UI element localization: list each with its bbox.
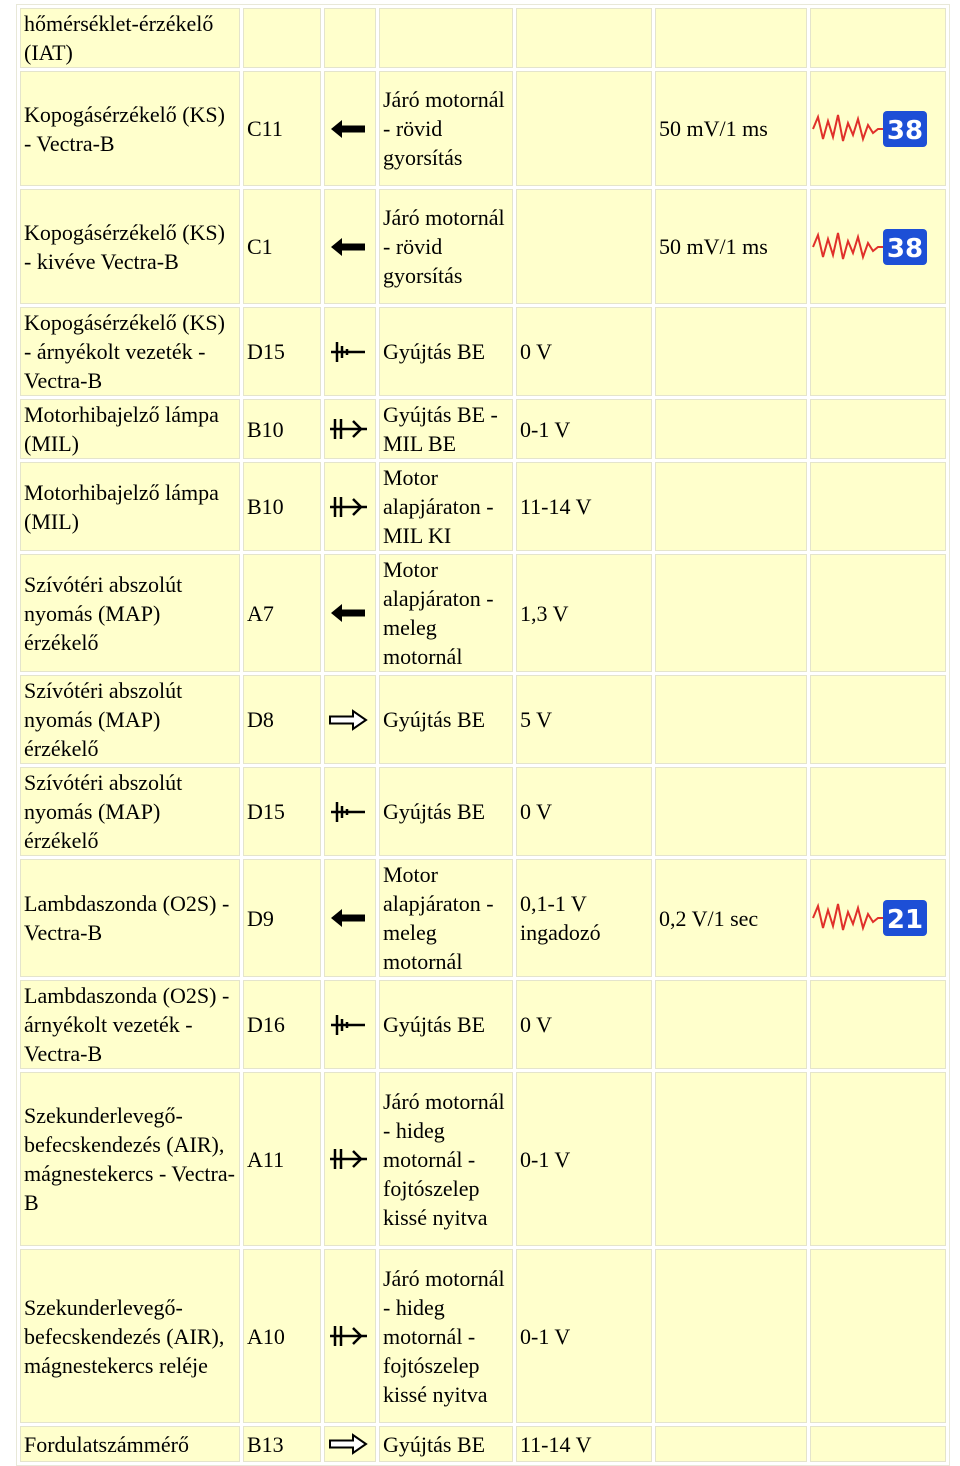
- component-name-cell: Motorhibajelző lámpa (MIL): [20, 399, 240, 459]
- pin-cell: B10: [243, 399, 321, 459]
- component-name-cell: Fordulatszámmérő: [20, 1426, 240, 1462]
- scope-setting-cell: [655, 462, 807, 551]
- pin-cell: D9: [243, 859, 321, 977]
- signal-type-cell: [324, 307, 376, 396]
- waveform-cell: [810, 859, 946, 977]
- scope-setting-cell: [655, 307, 807, 396]
- scope-setting-cell: [655, 1072, 807, 1246]
- scope-setting-cell: 50 mV/1 ms: [655, 189, 807, 304]
- test-condition-cell: Gyújtás BE: [379, 767, 513, 856]
- scope-setting-cell: [655, 399, 807, 459]
- table-row: [20, 1072, 946, 1246]
- waveform-cell: [810, 71, 946, 186]
- test-condition-cell: Gyújtás BE: [379, 1426, 513, 1462]
- nominal-value-cell: [516, 71, 652, 186]
- waveform-cell: [810, 8, 946, 68]
- ecu-pin-signal-table: [16, 4, 950, 1466]
- table-row: [20, 8, 946, 68]
- component-name-cell: Szekunderlevegő-befecskendezés (AIR), mágnestekercs reléje: [20, 1249, 240, 1423]
- waveform-link[interactable]: [811, 107, 945, 151]
- waveform-badge-icon[interactable]: [811, 225, 931, 269]
- waveform-cell: [810, 399, 946, 459]
- test-condition-cell: Járó motornál - rövid gyorsítás: [379, 71, 513, 186]
- component-name-cell: Szívótéri abszolút nyomás (MAP) érzékelő: [20, 675, 240, 764]
- signal-type-cell: [324, 1072, 376, 1246]
- scope-setting-cell: [655, 554, 807, 672]
- pin-cell: A11: [243, 1072, 321, 1246]
- output-driver-icon: [327, 1319, 371, 1353]
- nominal-value-cell: 5 V: [516, 675, 652, 764]
- pin-cell: C1: [243, 189, 321, 304]
- component-name-cell: Kopogásérzékelő (KS) - árnyékolt vezeték - Vectra-B: [20, 307, 240, 396]
- arrow-left-icon: [327, 596, 371, 630]
- test-condition-cell: Gyújtás BE: [379, 307, 513, 396]
- component-name-cell: Szívótéri abszolút nyomás (MAP) érzékelő: [20, 554, 240, 672]
- signal-type-cell: [324, 8, 376, 68]
- output-driver-icon: [327, 412, 371, 446]
- waveform-cell: [810, 675, 946, 764]
- output-driver-icon: [327, 490, 371, 524]
- nominal-value-cell: [516, 189, 652, 304]
- nominal-value-cell: 0,1-1 V ingadozó: [516, 859, 652, 977]
- scope-setting-cell: [655, 767, 807, 856]
- pin-cell: C11: [243, 71, 321, 186]
- table-row: [20, 980, 946, 1069]
- signal-type-cell: [324, 980, 376, 1069]
- arrow-left-icon: [327, 901, 371, 935]
- table-row: [20, 675, 946, 764]
- waveform-link[interactable]: [811, 896, 945, 940]
- signal-type-cell: [324, 1426, 376, 1462]
- table-row: [20, 399, 946, 459]
- table-row: [20, 462, 946, 551]
- waveform-cell: [810, 1072, 946, 1246]
- nominal-value-cell: 0-1 V: [516, 1072, 652, 1246]
- test-condition-cell: Gyújtás BE: [379, 980, 513, 1069]
- table-row: [20, 1426, 946, 1462]
- waveform-badge-icon[interactable]: [811, 107, 931, 151]
- nominal-value-cell: 1,3 V: [516, 554, 652, 672]
- scope-setting-cell: 50 mV/1 ms: [655, 71, 807, 186]
- table-row: [20, 71, 946, 186]
- table-row: [20, 859, 946, 977]
- test-condition-cell: Járó motornál - rövid gyorsítás: [379, 189, 513, 304]
- table-row: [20, 189, 946, 304]
- arrow-right-outline-icon: [327, 1427, 371, 1461]
- output-driver-icon: [327, 1142, 371, 1176]
- component-name-cell: Szekunderlevegő-befecskendezés (AIR), mágnestekercs - Vectra-B: [20, 1072, 240, 1246]
- waveform-cell: [810, 1426, 946, 1462]
- scope-setting-cell: [655, 980, 807, 1069]
- test-condition-cell: Gyújtás BE - MIL BE: [379, 399, 513, 459]
- pin-cell: D8: [243, 675, 321, 764]
- component-name-cell: Kopogásérzékelő (KS) - Vectra-B: [20, 71, 240, 186]
- table-row: [20, 554, 946, 672]
- test-condition-cell: Motor alapjáraton - meleg motornál: [379, 554, 513, 672]
- scope-setting-cell: 0,2 V/1 sec: [655, 859, 807, 977]
- nominal-value-cell: 0 V: [516, 980, 652, 1069]
- signal-type-cell: [324, 399, 376, 459]
- pin-cell: D15: [243, 767, 321, 856]
- scope-setting-cell: [655, 8, 807, 68]
- waveform-link[interactable]: [811, 225, 945, 269]
- waveform-cell: [810, 1249, 946, 1423]
- signal-type-cell: [324, 675, 376, 764]
- nominal-value-cell: [516, 8, 652, 68]
- component-name-cell: hőmérséklet-érzékelő (IAT): [20, 8, 240, 68]
- pin-cell: B13: [243, 1426, 321, 1462]
- waveform-badge-icon[interactable]: [811, 896, 931, 940]
- signal-type-cell: [324, 189, 376, 304]
- signal-type-cell: [324, 1249, 376, 1423]
- ground-icon: [327, 335, 371, 369]
- arrow-right-outline-icon: [327, 703, 371, 737]
- test-condition-cell: Járó motornál - hideg motornál - fojtószelep kissé nyitva: [379, 1249, 513, 1423]
- scope-setting-cell: [655, 1249, 807, 1423]
- component-name-cell: Lambdaszonda (O2S) - árnyékolt vezeték - Vectra-B: [20, 980, 240, 1069]
- waveform-cell: [810, 189, 946, 304]
- arrow-left-icon: [327, 112, 371, 146]
- nominal-value-cell: 0-1 V: [516, 399, 652, 459]
- nominal-value-cell: 11-14 V: [516, 1426, 652, 1462]
- pin-cell: D15: [243, 307, 321, 396]
- signal-type-cell: [324, 859, 376, 977]
- waveform-cell: [810, 767, 946, 856]
- pin-cell: A10: [243, 1249, 321, 1423]
- signal-type-cell: [324, 71, 376, 186]
- arrow-left-icon: [327, 230, 371, 264]
- test-condition-cell: [379, 8, 513, 68]
- scope-setting-cell: [655, 675, 807, 764]
- waveform-cell: [810, 307, 946, 396]
- signal-table-wrapper: [16, 4, 950, 1466]
- waveform-cell: [810, 462, 946, 551]
- signal-type-cell: [324, 767, 376, 856]
- waveform-number: 38: [886, 115, 924, 146]
- ground-icon: [327, 795, 371, 829]
- signal-type-cell: [324, 554, 376, 672]
- test-condition-cell: Motor alapjáraton - MIL KI: [379, 462, 513, 551]
- nominal-value-cell: 0 V: [516, 767, 652, 856]
- table-row: [20, 307, 946, 396]
- waveform-cell: [810, 980, 946, 1069]
- nominal-value-cell: 11-14 V: [516, 462, 652, 551]
- nominal-value-cell: 0-1 V: [516, 1249, 652, 1423]
- test-condition-cell: Motor alapjáraton - meleg motornál: [379, 859, 513, 977]
- pin-cell: B10: [243, 462, 321, 551]
- nominal-value-cell: 0 V: [516, 307, 652, 396]
- ground-icon: [327, 1008, 371, 1042]
- waveform-cell: [810, 554, 946, 672]
- signal-type-cell: [324, 462, 376, 551]
- component-name-cell: Szívótéri abszolút nyomás (MAP) érzékelő: [20, 767, 240, 856]
- pin-cell: D16: [243, 980, 321, 1069]
- test-condition-cell: Gyújtás BE: [379, 675, 513, 764]
- component-name-cell: Kopogásérzékelő (KS) - kivéve Vectra-B: [20, 189, 240, 304]
- test-condition-cell: Járó motornál - hideg motornál - fojtószelep kissé nyitva: [379, 1072, 513, 1246]
- pin-cell: [243, 8, 321, 68]
- table-row: [20, 767, 946, 856]
- table-row: [20, 1249, 946, 1423]
- scope-setting-cell: [655, 1426, 807, 1462]
- pin-cell: A7: [243, 554, 321, 672]
- component-name-cell: Lambdaszonda (O2S) - Vectra-B: [20, 859, 240, 977]
- waveform-number: 21: [886, 905, 924, 935]
- component-name-cell: Motorhibajelző lámpa (MIL): [20, 462, 240, 551]
- waveform-number: 38: [886, 233, 924, 264]
